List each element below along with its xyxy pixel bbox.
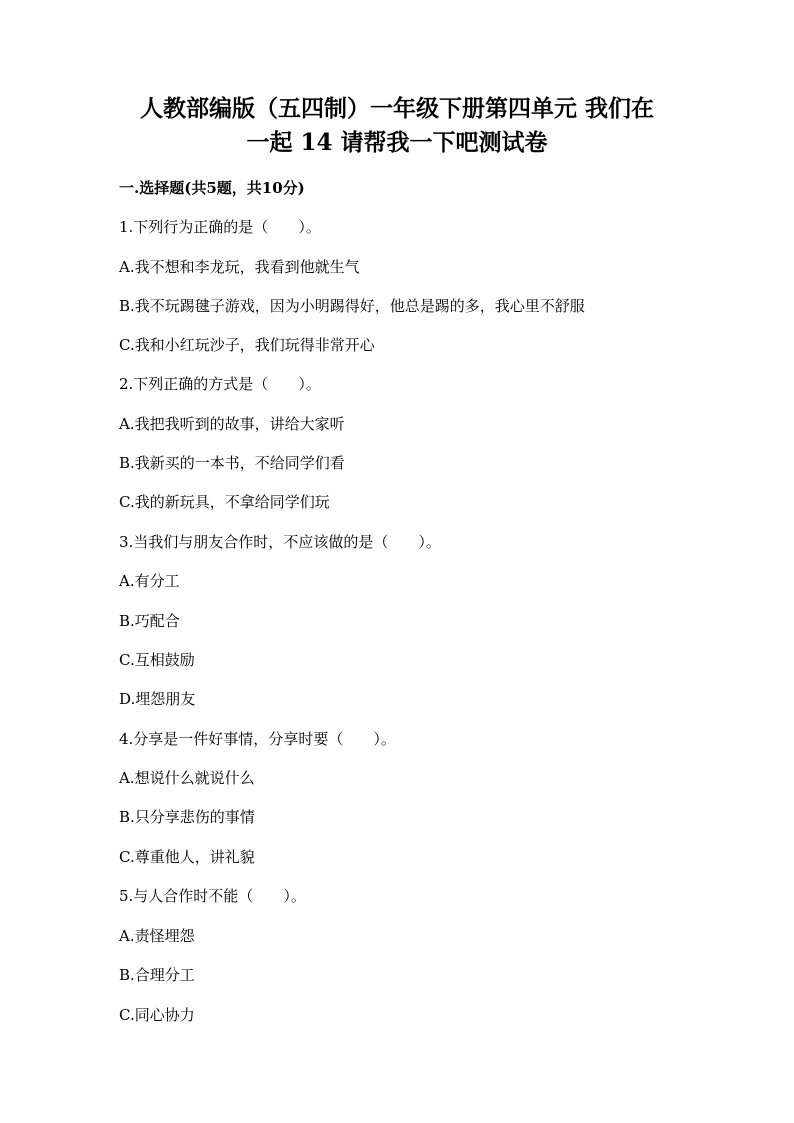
section-heading: 一.选择题(共5题，共10分) (119, 179, 305, 197)
question-3-option-d: D.埋怨朋友 (119, 690, 196, 708)
question-5-stem: 5.与人合作时不能（ ）。 (119, 887, 306, 905)
question-2-option-b: B.我新买的一本书，不给同学们看 (119, 454, 345, 472)
question-3-option-c: C.互相鼓励 (119, 651, 195, 669)
question-1-stem: 1.下列行为正确的是（ ）。 (119, 218, 321, 236)
question-5-option-b: B.合理分工 (119, 966, 195, 984)
question-2-stem: 2.下列正确的方式是（ ）。 (119, 375, 321, 393)
question-2-option-a: A.我把我听到的故事，讲给大家听 (119, 415, 345, 433)
question-4-option-a: A.想说什么就说什么 (119, 769, 255, 787)
question-5-option-a: A.责怪埋怨 (119, 927, 195, 945)
question-5-option-c: C.同心协力 (119, 1006, 195, 1024)
page-title-line-2: 一起 14 请帮我一下吧测试卷 (246, 129, 548, 156)
question-4-option-b: B.只分享悲伤的事情 (119, 808, 255, 826)
question-3-option-a: A.有分工 (119, 572, 180, 590)
question-3-option-b: B.巧配合 (119, 612, 180, 630)
question-1-option-a: A.我不想和李龙玩，我看到他就生气 (119, 258, 360, 276)
question-4-option-c: C.尊重他人，讲礼貌 (119, 848, 255, 866)
question-1-option-c: C.我和小红玩沙子，我们玩得非常开心 (119, 336, 375, 354)
question-2-option-c: C.我的新玩具，不拿给同学们玩 (119, 493, 330, 511)
question-1-option-b: B.我不玩踢毽子游戏，因为小明踢得好，他总是踢的多，我心里不舒服 (119, 297, 585, 315)
question-4-stem: 4.分享是一件好事情，分享时要（ ）。 (119, 730, 396, 748)
page-title-line-1: 人教部编版（五四制）一年级下册第四单元 我们在 (139, 95, 654, 122)
question-3-stem: 3.当我们与朋友合作时，不应该做的是（ ）。 (119, 533, 441, 551)
